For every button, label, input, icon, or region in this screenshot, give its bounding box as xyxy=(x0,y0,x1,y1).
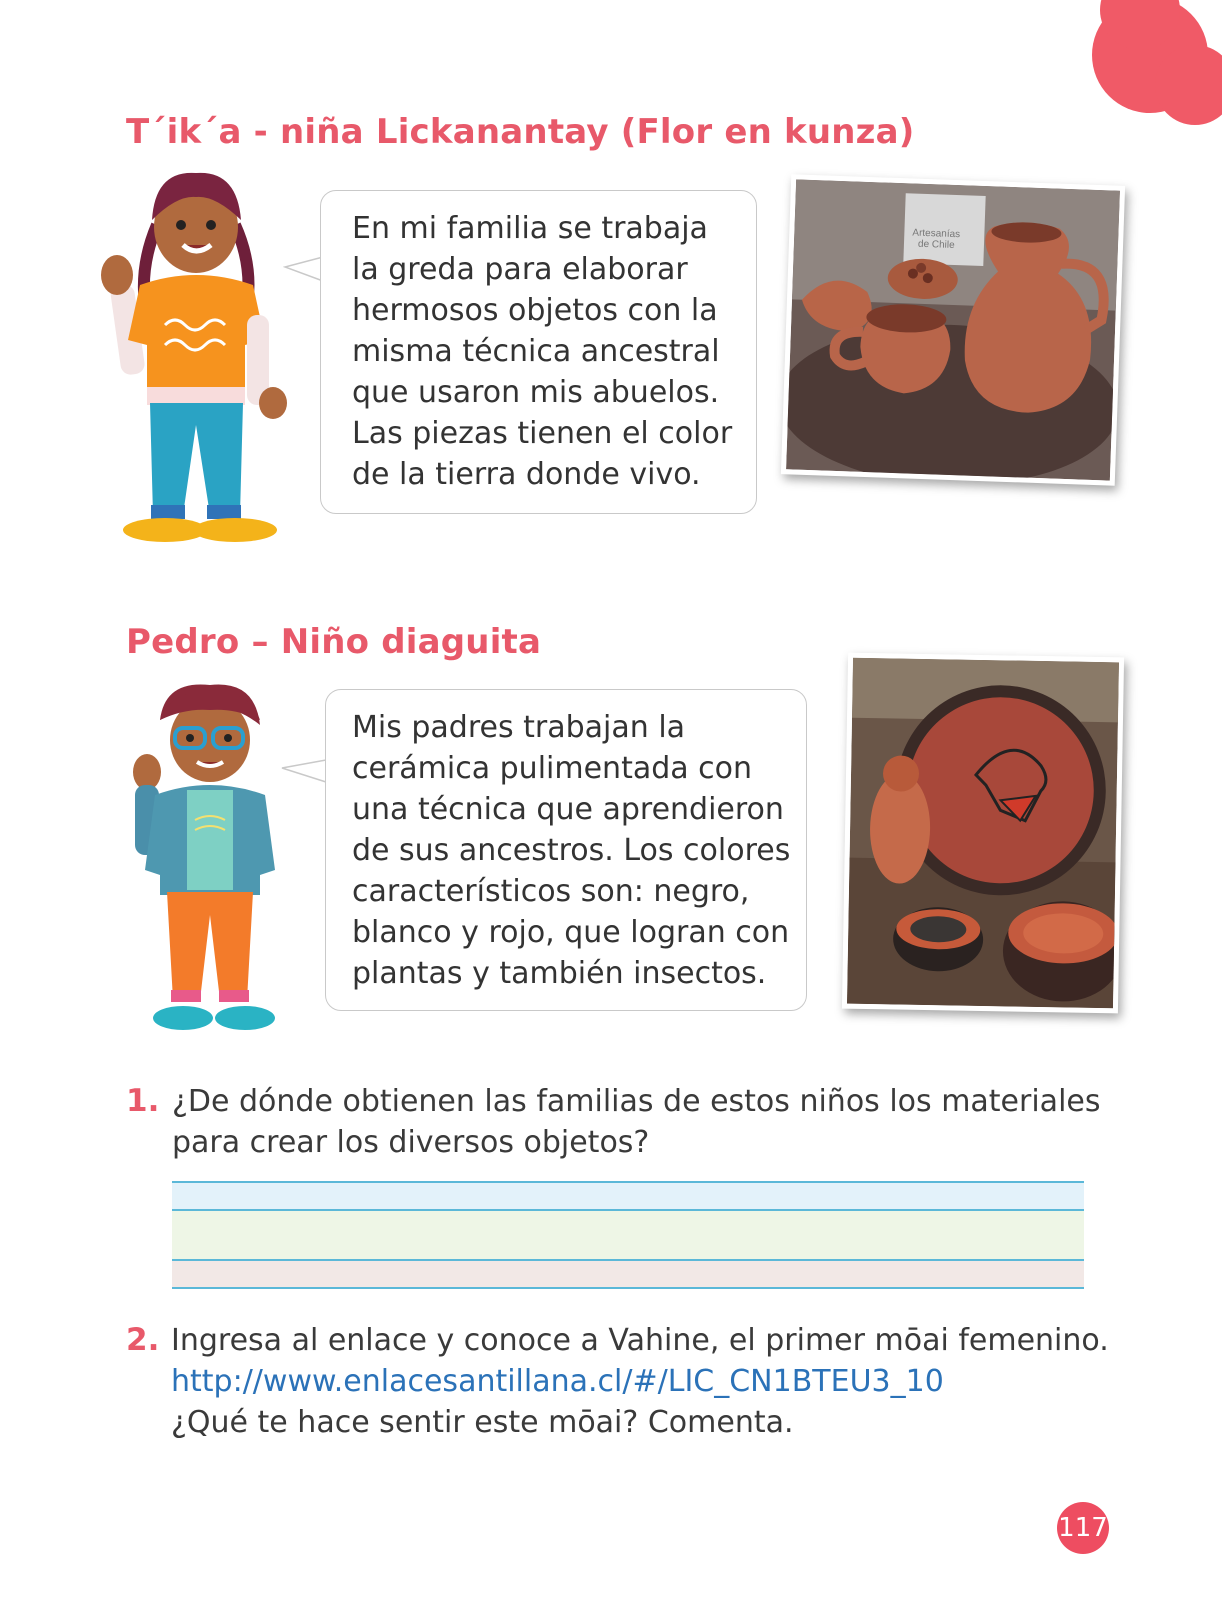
question2-text xyxy=(171,1320,1109,1443)
writing-band-blue xyxy=(172,1181,1084,1209)
writing-band-pink xyxy=(172,1259,1084,1289)
pottery-photo-1 xyxy=(781,174,1125,485)
girl-illustration xyxy=(95,165,305,550)
speech-line: misma técnica ancestral xyxy=(352,334,720,369)
photo-sign-line-2: de Chile xyxy=(917,238,955,252)
speech-line: Las piezas tienen el color xyxy=(352,416,733,451)
speech-bubble-tail xyxy=(283,255,325,285)
speech-line: cerámica pulimentada con xyxy=(352,751,753,786)
section2-title: Pedro – Niño diaguita xyxy=(126,622,542,662)
question1-text xyxy=(172,1081,1101,1163)
question2-link[interactable]: http://www.enlacesantillana.cl/#/LIC_CN1BTEU3_10 xyxy=(171,1364,944,1399)
speech-line: plantas y también insectos. xyxy=(352,956,767,991)
speech-text-2 xyxy=(352,707,790,994)
speech-line: de la tierra donde vivo. xyxy=(352,457,701,492)
speech-bubble-1 xyxy=(320,190,757,514)
writing-band-green xyxy=(172,1209,1084,1259)
speech-line: blanco y rojo, que logran con xyxy=(352,915,790,950)
clay-pottery-image xyxy=(786,179,1120,480)
speech-bubble-tail xyxy=(280,758,328,788)
speech-line: hermosos objetos con la xyxy=(352,293,718,328)
question1-line: para crear los diversos objetos? xyxy=(172,1125,650,1160)
boy-illustration xyxy=(125,680,295,1035)
speech-text-1 xyxy=(352,208,732,495)
diaguita-ceramics-image xyxy=(847,658,1119,1009)
speech-line: que usaron mis abuelos. xyxy=(352,375,720,410)
question1-line: ¿De dónde obtienen las familias de estos niños los materiales xyxy=(172,1084,1101,1119)
speech-line: de sus ancestros. Los colores xyxy=(352,833,791,868)
speech-bubble-2 xyxy=(325,689,807,1011)
speech-line: la greda para elaborar xyxy=(352,252,688,287)
photo-sign-line-1: Artesanías xyxy=(912,227,961,241)
question1-number: 1. xyxy=(126,1083,160,1119)
speech-line: característicos son: negro, xyxy=(352,874,750,909)
page-number-badge: 117 xyxy=(1057,1502,1109,1554)
ceramics-photo-2 xyxy=(842,653,1124,1014)
answer-writing-area[interactable] xyxy=(172,1181,1084,1291)
corner-flower-decoration xyxy=(1080,0,1222,125)
speech-line: Mis padres trabajan la xyxy=(352,710,686,745)
section1-title: T´ik´a - niña Lickanantay (Flor en kunza) xyxy=(126,112,915,152)
speech-line: una técnica que aprendieron xyxy=(352,792,784,827)
question2-line: ¿Qué te hace sentir este mōai? Comenta. xyxy=(171,1405,794,1440)
speech-line: En mi familia se trabaja xyxy=(352,211,708,246)
question2-number: 2. xyxy=(126,1322,160,1358)
question2-line: Ingresa al enlace y conoce a Vahine, el primer mōai femenino. xyxy=(171,1323,1109,1358)
